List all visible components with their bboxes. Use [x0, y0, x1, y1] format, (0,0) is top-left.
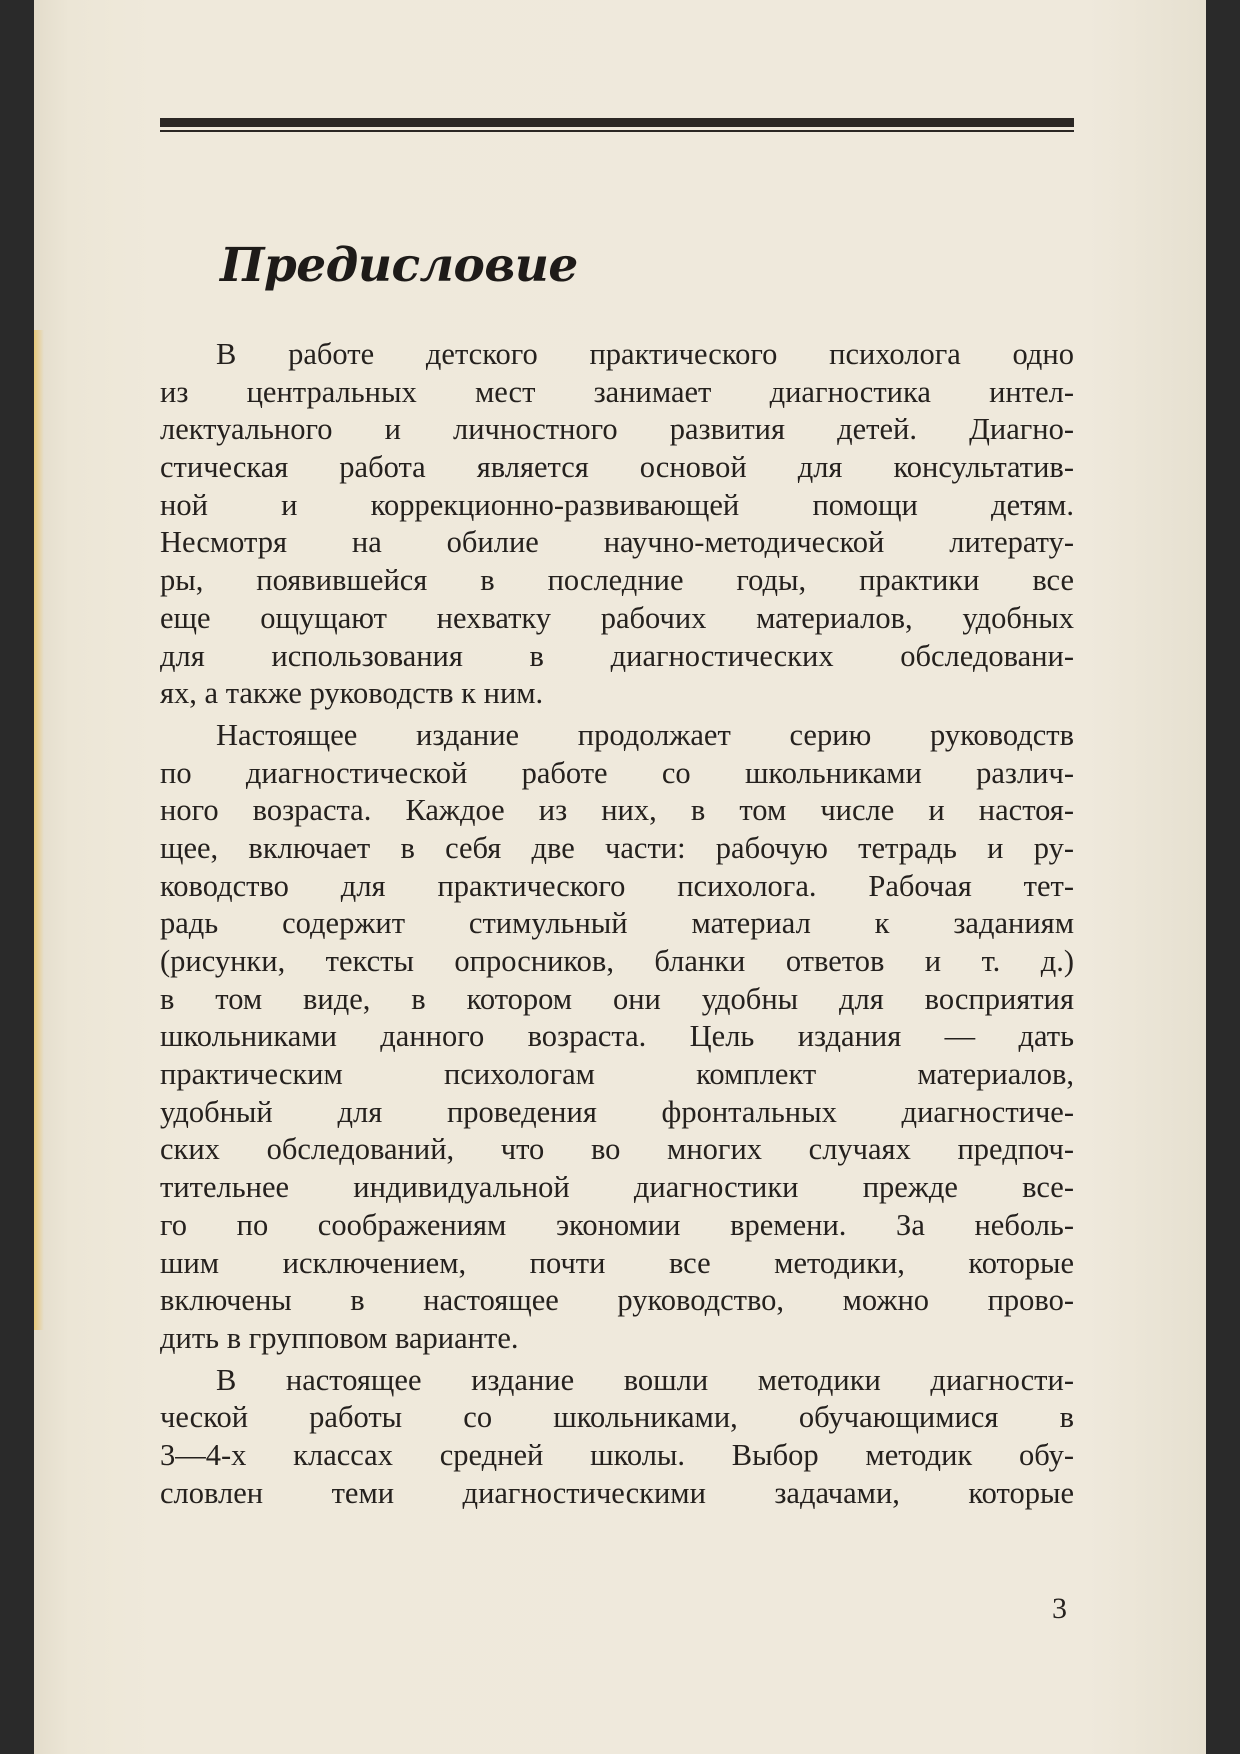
text-line: ководство для практического психолога. Рабочая тет- — [160, 868, 1074, 903]
text-line: ной и коррекционно-развивающей помощи детям. — [160, 487, 1074, 522]
page-edge-shadow — [34, 330, 44, 1330]
text-line: ских обследований, что во многих случаях предпоч- — [160, 1132, 1074, 1167]
text-line: Несмотря на обилие научно-методической литерату- — [160, 525, 1074, 560]
book-page — [34, 0, 1206, 1754]
text-line: стическая работа является основой для консультатив- — [160, 450, 1074, 485]
text-line: В настоящее издание вошли методики диагности- — [216, 1362, 1074, 1397]
text-line: тительнее индивидуальной диагностики прежде все- — [160, 1170, 1074, 1205]
header-rule-thick — [160, 118, 1074, 127]
text-line: Настоящее издание продолжает серию руководств — [216, 717, 1074, 752]
text-line: лектуального и личностного развития детей. Диагно- — [160, 412, 1074, 447]
text-line: еще ощущают нехватку рабочих материалов, удобных — [160, 600, 1074, 635]
text-line: ческой работы со школьниками, обучающимися в — [160, 1400, 1074, 1435]
text-line: го по соображениям экономии времени. За неболь- — [160, 1207, 1074, 1242]
text-line: для использования в диагностических обследовани- — [160, 638, 1074, 673]
text-line: по диагностической работе со школьниками различ- — [160, 755, 1074, 790]
text-line: радь содержит стимульный материал к заданиям — [160, 906, 1074, 941]
text-line: дить в групповом варианте. — [160, 1320, 519, 1355]
page-number: 3 — [1052, 1592, 1067, 1625]
text-line: (рисунки, тексты опросников, бланки ответов и т. д.) — [160, 944, 1074, 978]
text-line: практическим психологам комплект материалов, — [160, 1057, 1074, 1092]
header-rule-thin — [160, 130, 1074, 132]
text-line: В работе детского практического психолога одно — [216, 337, 1074, 371]
text-line: 3—4-х классах средней школы. Выбор методик обу- — [160, 1437, 1074, 1472]
chapter-heading: Предисловие — [220, 238, 578, 293]
text-line: ях, а также руководств к ним. — [160, 676, 544, 711]
text-line: шим исключением, почти все методики, которые — [160, 1245, 1074, 1280]
text-line: ного возраста. Каждое из них, в том числе и настоя- — [160, 793, 1074, 828]
text-line: в том виде, в котором они удобны для восприятия — [160, 981, 1074, 1016]
text-line: щее, включает в себя две части: рабочую тетрадь и ру- — [160, 830, 1074, 865]
text-line: удобный для проведения фронтальных диагностиче- — [160, 1094, 1074, 1129]
text-line: словлен теми диагностическими задачами, которые — [160, 1475, 1074, 1510]
text-line: включены в настоящее руководство, можно прово- — [160, 1283, 1074, 1318]
body-text — [160, 336, 1074, 1512]
text-line: ры, появившейся в последние годы, практики все — [160, 563, 1074, 598]
text-line: школьниками данного возраста. Цель издания — дать — [160, 1019, 1074, 1054]
text-line: из центральных мест занимает диагностика интел- — [160, 374, 1074, 409]
